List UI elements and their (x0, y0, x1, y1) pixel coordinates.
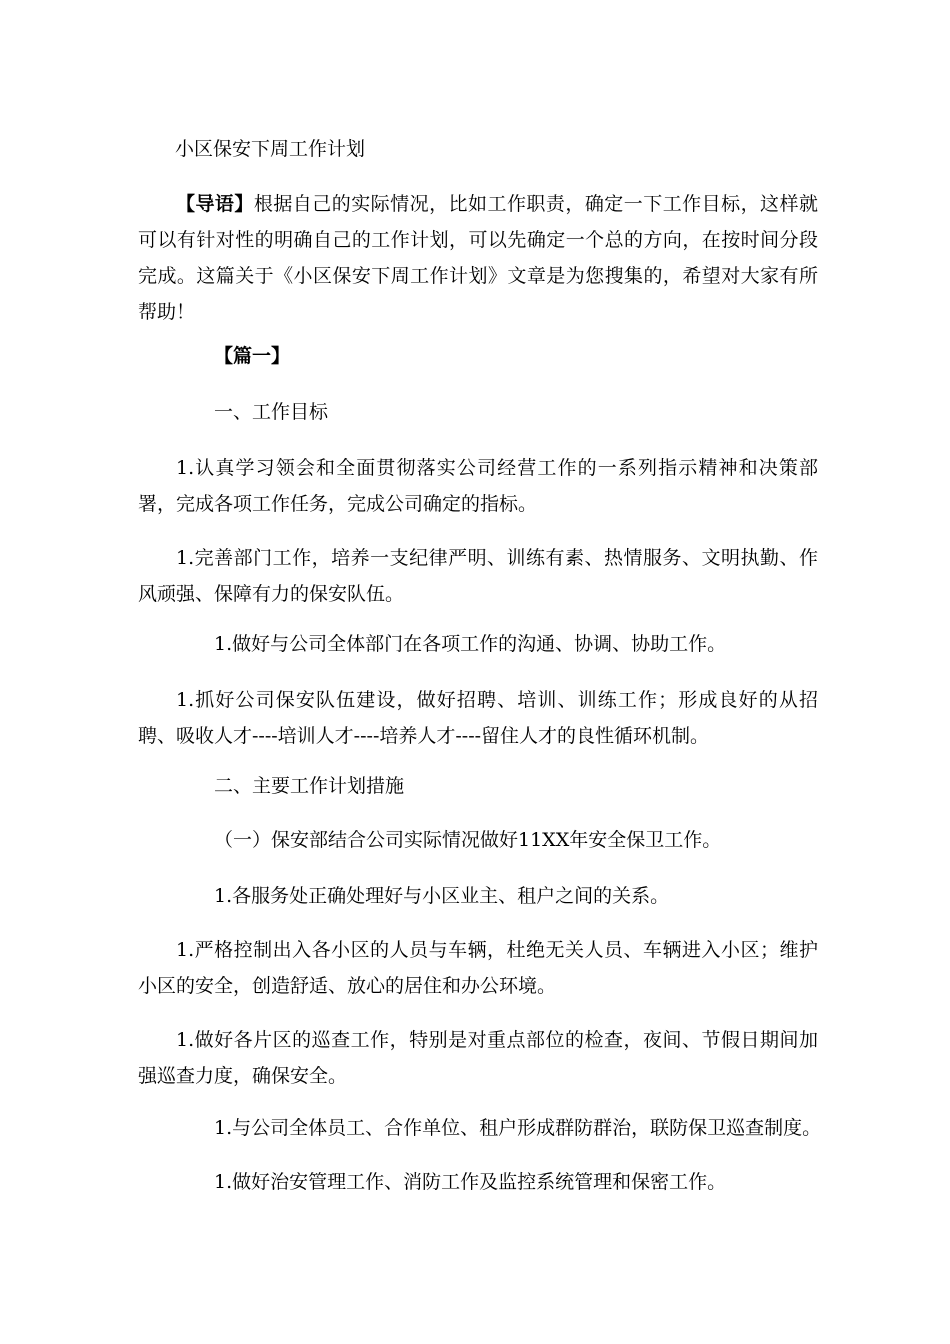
section-label: 【篇一】 (214, 345, 291, 367)
measure-item: 1.与公司全体员工、合作单位、租户形成群防群治，联防保卫巡查制度。 (214, 1117, 822, 1139)
intro-paragraph (138, 186, 818, 330)
measure-item: 1.严格控制出入各小区的人员与车辆，杜绝无关人员、车辆进入小区；维护小区的安全，创造舒适、放心的居住和办公环境。 (138, 939, 818, 997)
subheading: （一）保安部结合公司实际情况做好11XX年安全保卫工作。 (214, 829, 722, 851)
goal-item: 1.抓好公司保安队伍建设，做好招聘、培训、训练工作；形成良好的从招聘、吸收人才----培训人才----培养人才----留住人才的良性循环机制。 (138, 689, 818, 747)
document-title: 小区保安下周工作计划 (175, 138, 366, 160)
intro-text: 根据自己的实际情况，比如工作职责，确定一下工作目标，这样就可以有针对性的明确自己的工作计划，可以先确定一个总的方向，在按时间分段完成。这篇关于《小区保安下周工作计划》文章是为您搜集的，希望对大家有所帮助！ (138, 193, 818, 323)
goal-item: 1.做好与公司全体部门在各项工作的沟通、协调、协助工作。 (214, 633, 727, 655)
heading-goals: 一、工作目标 (214, 401, 329, 423)
measure-item: 1.做好各片区的巡查工作，特别是对重点部位的检查，夜间、节假日期间加强巡查力度，确保安全。 (138, 1029, 818, 1087)
goal-item: 1.完善部门工作，培养一支纪律严明、训练有素、热情服务、文明执勤、作风顽强、保障有力的保安队伍。 (138, 547, 818, 605)
goal-item: 1.认真学习领会和全面贯彻落实公司经营工作的一系列指示精神和决策部署，完成各项工作任务，完成公司确定的指标。 (138, 457, 818, 515)
measure-item: 1.各服务处正确处理好与小区业主、租户之间的关系。 (214, 885, 670, 907)
heading-measures: 二、主要工作计划措施 (214, 775, 405, 797)
intro-bracket-label: 【导语】 (176, 193, 254, 215)
measure-item: 1.做好治安管理工作、消防工作及监控系统管理和保密工作。 (214, 1171, 727, 1193)
